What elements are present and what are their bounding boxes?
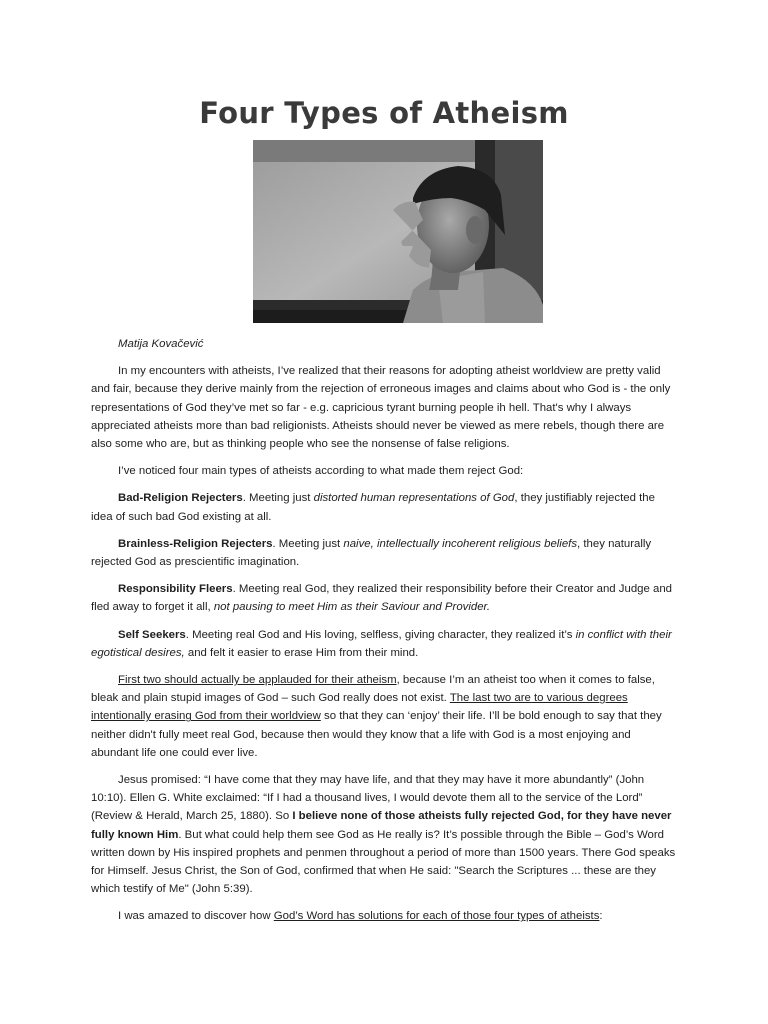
type-name: Bad-Religion Rejecters [118, 492, 243, 505]
scripture-paragraph: Jesus promised: “I have come that they may have life, and that they may have it more abundantly” (John 10:10). Ellen G. White exclaimed: “If I had a thousand lives, I would devote them all to the service of the Lord” (Review & Herald, March 25, 1880). So I believe none of those atheists fully rejected God, for they have never fully known Him. But what could help them see God as He really is? It’s possible through the Bible – God’s Word written down by His inspired prophets and penmen throughout a period of more than 1500 years. There God speaks for Himself. Jesus Christ, the Son of God, confirmed that when He said: "Search the Scriptures ... these are they which testify of Me" (John 5:39). [91, 774, 676, 896]
types-intro-paragraph: I’ve noticed four main types of atheists according to what made them reject God: [118, 465, 524, 478]
type-paragraph-self-seekers: Self Seekers. Meeting real God and His loving, selfless, giving character, they realized it’s in conflict with their egotistical desires, and felt it easier to erase Him from their mind. [91, 628, 672, 659]
analysis-paragraph: First two should actually be applauded for their atheism, because I’m an atheist too when it comes to false, bleak and plain stupid images of God – such God really does not exist. The last two are to various degrees intentionally erasing God from their worldview so that they can ‘enjoy’ their life. I’ll be bold enough to say that they neither didn't fully meet real God, because then would they know that a life with God is a most enjoying and abundant life one could ever live. [91, 674, 662, 759]
type-paragraph-bad-religion: Bad-Religion Rejecters. Meeting just distorted human representations of God, they justifiably rejected the idea of such bad God existing at all. [91, 492, 655, 523]
intro-paragraph: In my encounters with atheists, I’ve realized that their reasons for adopting atheist worldview are pretty valid and fair, because they derive mainly from the rejection of erroneous images and claims about who God is - the only representations of God they’ve met so far - e.g. capricious tyrant burning people ih hell. That's why I always appreciated atheists more than bad religionists. Atheists should never be viewed as mere rebels, though there are also some who are, but as thinking people who see the nonsense of false religions. [91, 365, 671, 451]
page-title: Four Types of Atheism [199, 96, 569, 130]
type-paragraph-responsibility-fleers: Responsibility Fleers. Meeting real God, they realized their responsibility before their Creator and Judge and fled away to forget it all, not pausing to meet Him as their Saviour and Provider. [91, 583, 672, 614]
type-paragraph-brainless-religion: Brainless-Religion Rejecters. Meeting just naive, intellectually incoherent religious beliefs, they naturally rejected God as prescientific imagination. [91, 537, 652, 569]
author-line: Matija Kovačević [118, 338, 204, 350]
header-photo [253, 140, 543, 323]
type-name: Responsibility Fleers [118, 583, 233, 596]
type-name: Self Seekers [118, 628, 186, 641]
article-body [91, 335, 679, 935]
man-at-window-image [253, 140, 543, 323]
solutions-paragraph: I was amazed to discover how God’s Word has solutions for each of those four types of atheists: [118, 910, 603, 923]
type-name: Brainless-Religion Rejecters [118, 537, 273, 550]
